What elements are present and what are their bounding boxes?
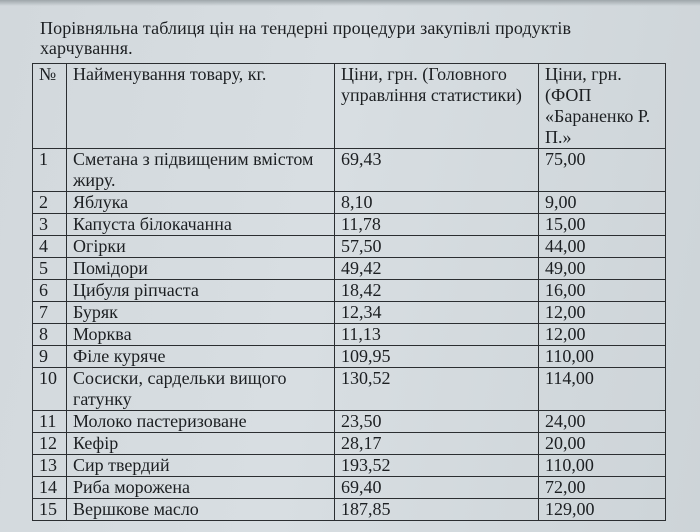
row-number: 5	[33, 258, 67, 280]
row-number: 7	[33, 302, 67, 324]
table-row	[33, 499, 666, 521]
product-name: Буряк	[67, 302, 335, 324]
row-number: 15	[33, 499, 67, 521]
product-name: Помідори	[67, 258, 335, 280]
row-number: 10	[33, 368, 67, 411]
product-name: Яблука	[67, 192, 335, 214]
price-comparison-table	[32, 63, 666, 521]
price-fop: 15,00	[539, 214, 666, 236]
row-number: 9	[33, 346, 67, 368]
table-row	[33, 236, 666, 258]
price-fop: 12,00	[539, 302, 666, 324]
table-row	[33, 258, 666, 280]
header-product-name: Найменування товару, кг.	[67, 64, 335, 149]
price-fop: 72,00	[539, 477, 666, 499]
price-fop: 12,00	[539, 324, 666, 346]
row-number: 13	[33, 455, 67, 477]
table-row	[33, 280, 666, 302]
table-caption: Порівняльна таблиця цін на тендерні процедури закупівлі продуктів харчування.	[40, 18, 572, 58]
row-number: 11	[33, 411, 67, 433]
product-name: Сир твердий	[67, 455, 335, 477]
price-statistics: 187,85	[335, 499, 539, 521]
row-number: 14	[33, 477, 67, 499]
table-header-row	[33, 64, 666, 149]
table-row	[33, 324, 666, 346]
price-statistics: 28,17	[335, 433, 539, 455]
price-statistics: 49,42	[335, 258, 539, 280]
table-row	[33, 214, 666, 236]
row-number: 4	[33, 236, 67, 258]
price-statistics: 109,95	[335, 346, 539, 368]
header-number: №	[33, 64, 67, 149]
row-number: 8	[33, 324, 67, 346]
price-statistics: 130,52	[335, 368, 539, 411]
page-edge-shadow	[0, 0, 700, 6]
price-fop: 24,00	[539, 411, 666, 433]
product-name: Морква	[67, 324, 335, 346]
price-fop: 75,00	[539, 149, 666, 192]
product-name: Сметана з підвищеним вмістом жиру.	[67, 149, 335, 192]
table-row	[33, 455, 666, 477]
product-name: Риба морожена	[67, 477, 335, 499]
table-row	[33, 477, 666, 499]
product-name: Огірки	[67, 236, 335, 258]
product-name: Капуста білокачанна	[67, 214, 335, 236]
price-fop: 114,00	[539, 368, 666, 411]
product-name: Молоко пастеризоване	[67, 411, 335, 433]
table-row	[33, 346, 666, 368]
price-statistics: 18,42	[335, 280, 539, 302]
price-statistics: 69,43	[335, 149, 539, 192]
price-fop: 9,00	[539, 192, 666, 214]
price-fop: 16,00	[539, 280, 666, 302]
table-row	[33, 302, 666, 324]
price-statistics: 23,50	[335, 411, 539, 433]
price-statistics: 57,50	[335, 236, 539, 258]
product-name: Філе куряче	[67, 346, 335, 368]
price-fop: 20,00	[539, 433, 666, 455]
table-row	[33, 411, 666, 433]
price-fop: 110,00	[539, 455, 666, 477]
price-fop: 49,00	[539, 258, 666, 280]
row-number: 1	[33, 149, 67, 192]
product-name: Вершкове масло	[67, 499, 335, 521]
price-statistics: 69,40	[335, 477, 539, 499]
price-statistics: 193,52	[335, 455, 539, 477]
price-statistics: 8,10	[335, 192, 539, 214]
product-name: Цибуля ріпчаста	[67, 280, 335, 302]
price-fop: 110,00	[539, 346, 666, 368]
table-row	[33, 368, 666, 411]
row-number: 6	[33, 280, 67, 302]
table-row	[33, 433, 666, 455]
price-fop: 44,00	[539, 236, 666, 258]
price-statistics: 11,78	[335, 214, 539, 236]
row-number: 3	[33, 214, 67, 236]
product-name: Кефір	[67, 433, 335, 455]
product-name: Сосиски, сардельки вищого гатунку	[67, 368, 335, 411]
price-statistics: 11,13	[335, 324, 539, 346]
price-fop: 129,00	[539, 499, 666, 521]
table-row	[33, 192, 666, 214]
table-row	[33, 149, 666, 192]
row-number: 12	[33, 433, 67, 455]
header-price-statistics: Ціни, грн. (Головного управління статистики)	[335, 64, 539, 149]
row-number: 2	[33, 192, 67, 214]
price-statistics: 12,34	[335, 302, 539, 324]
header-price-fop: Ціни, грн. (ФОП «Бараненко Р. П.»	[539, 64, 666, 149]
